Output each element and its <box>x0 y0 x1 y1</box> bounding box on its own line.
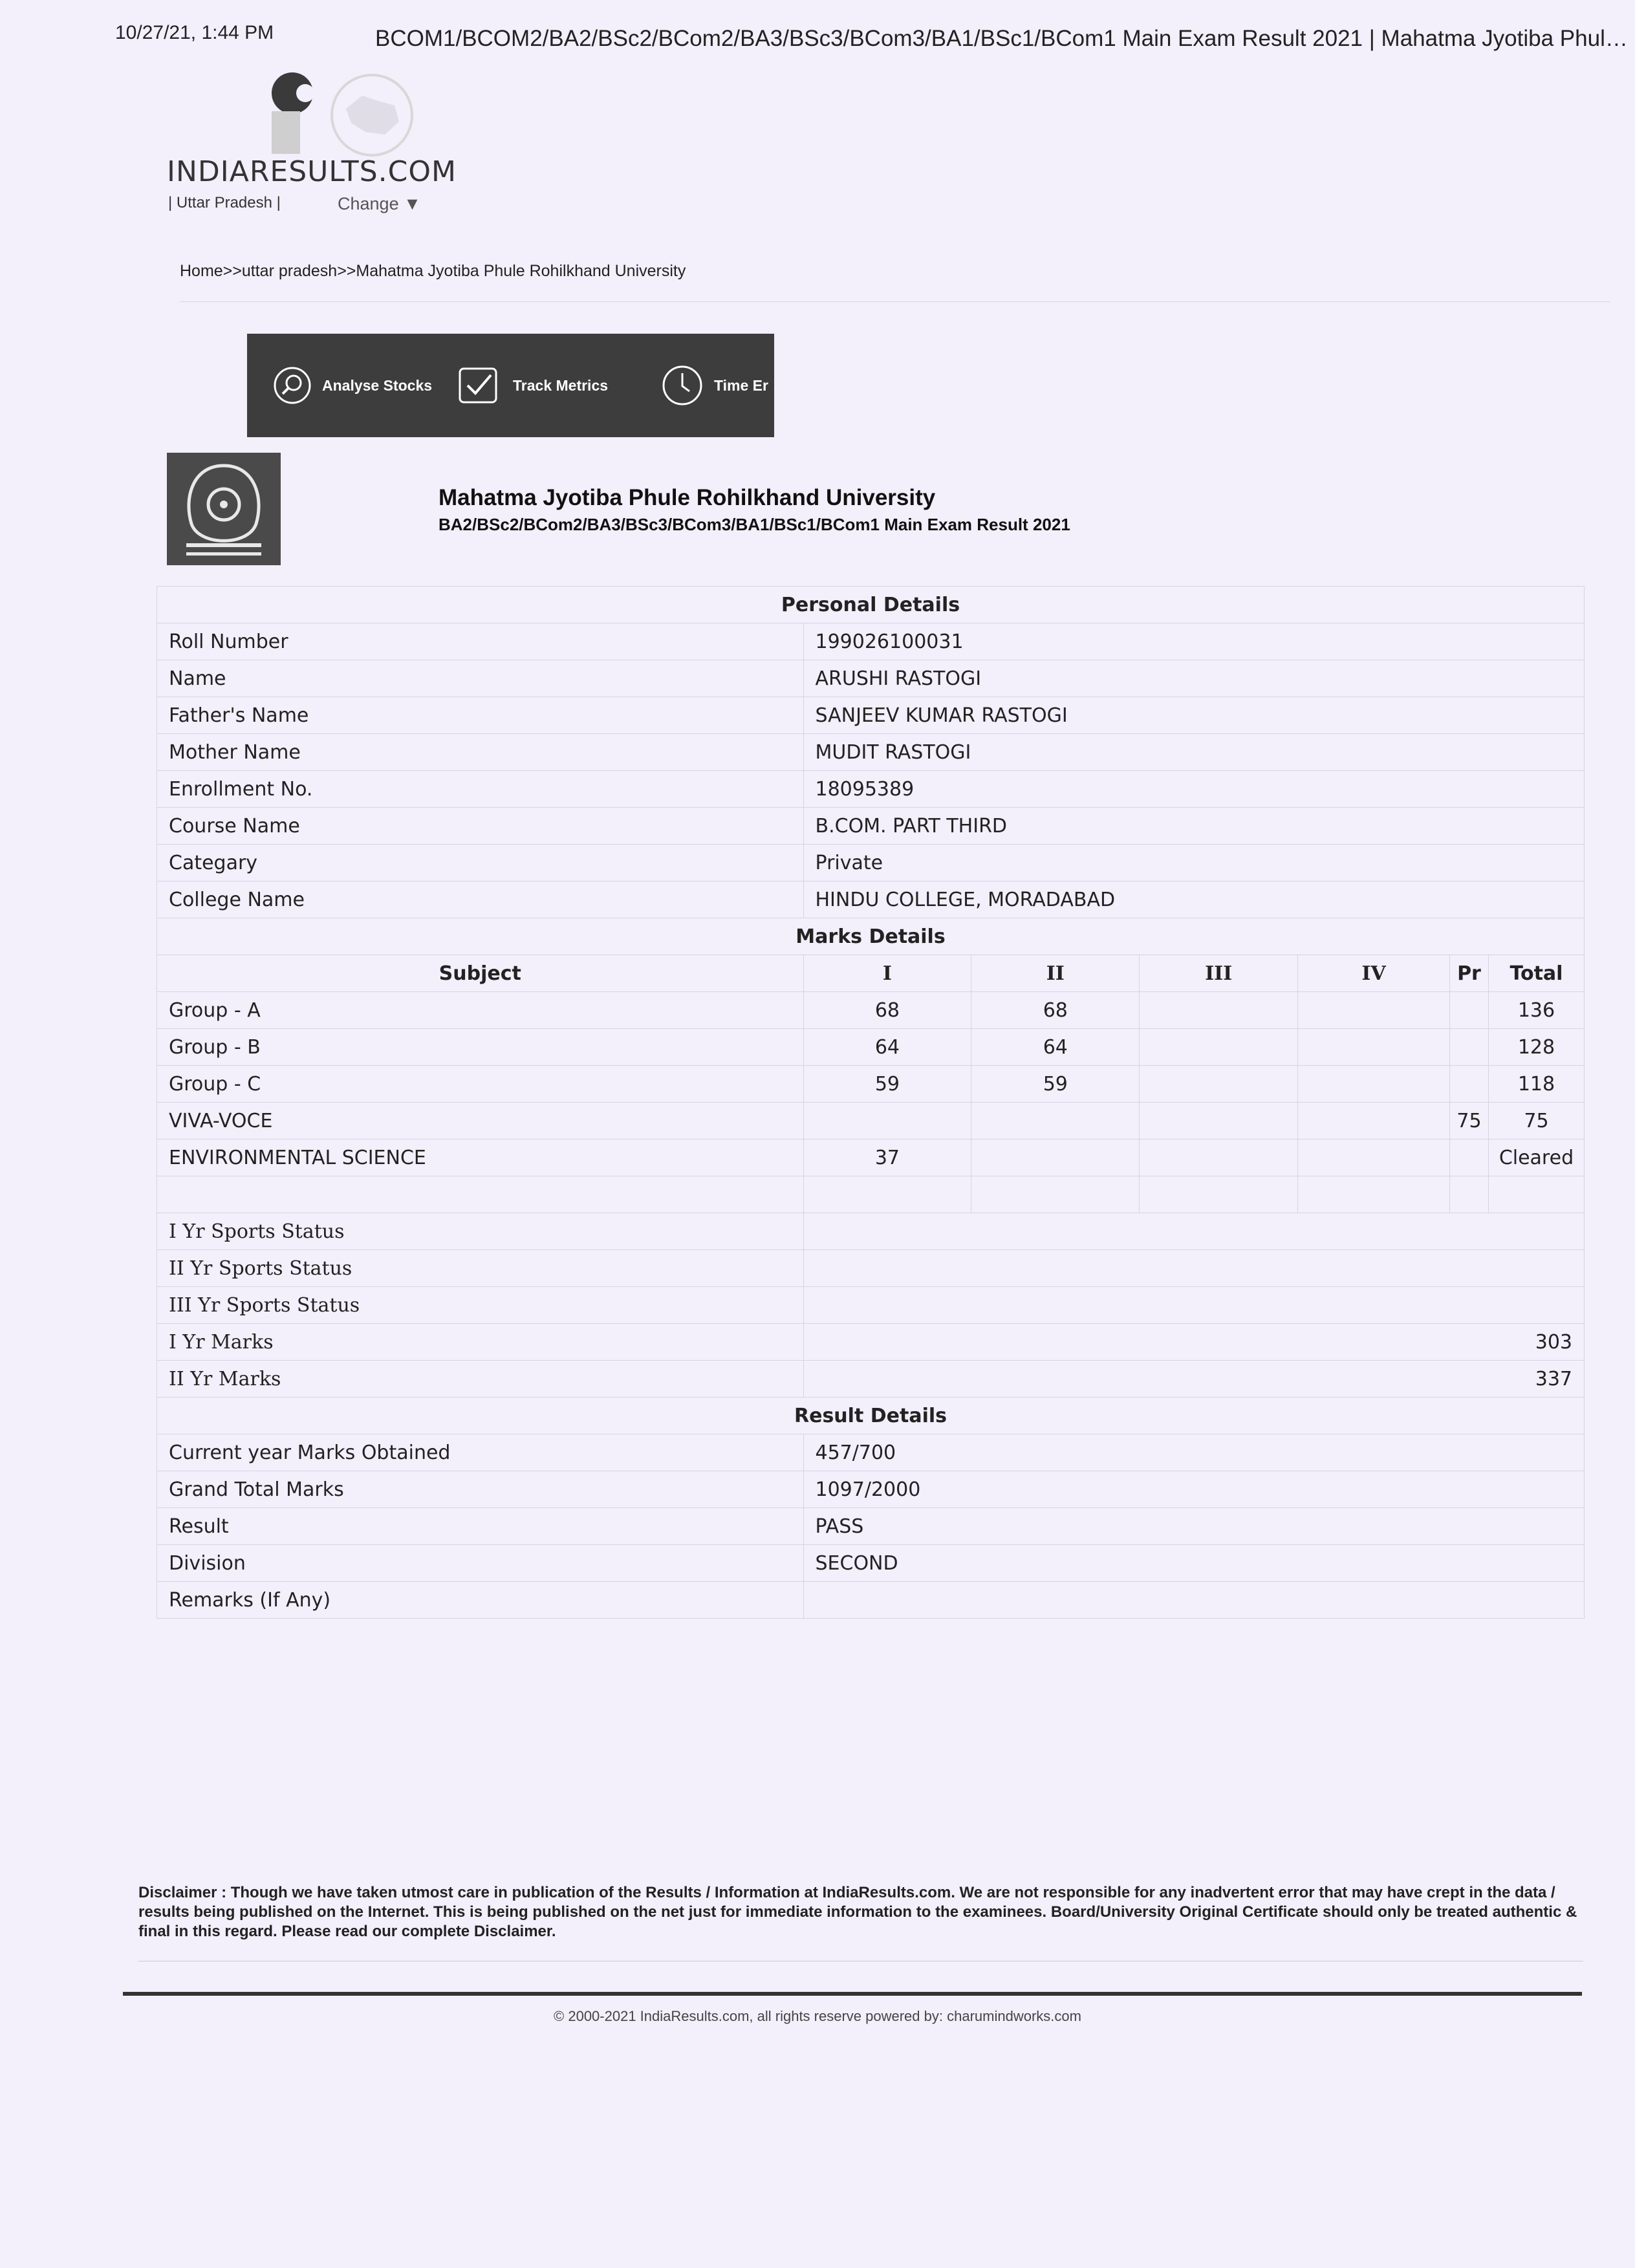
table-row <box>157 992 1585 1029</box>
marks-cell <box>1449 1029 1488 1066</box>
subject-cell: Group - A <box>157 992 804 1029</box>
row-label: Enrollment No. <box>157 771 804 808</box>
table-row <box>157 1066 1585 1103</box>
row-value: 457/700 <box>803 1434 1585 1471</box>
total-cell: 128 <box>1488 1029 1584 1066</box>
marks-cell: 59 <box>971 1066 1140 1103</box>
row-value <box>803 1287 1585 1324</box>
row-label: III Yr Sports Status <box>157 1287 804 1324</box>
table-row <box>157 1324 1585 1361</box>
university-name: Mahatma Jyotiba Phule Rohilkhand University <box>439 485 936 510</box>
column-header: IV <box>1298 955 1450 992</box>
total-cell: 118 <box>1488 1066 1584 1103</box>
table-row <box>157 1582 1585 1619</box>
row-value: 1097/2000 <box>803 1471 1585 1508</box>
column-header: Total <box>1488 955 1584 992</box>
table-row <box>157 1139 1585 1176</box>
row-label: Name <box>157 660 804 697</box>
marks-cell: 68 <box>803 992 971 1029</box>
magnifier-chart-icon <box>273 366 312 405</box>
table-row <box>157 1287 1585 1324</box>
row-value: 337 <box>803 1361 1585 1398</box>
total-cell: 136 <box>1488 992 1584 1029</box>
row-value: B.COM. PART THIRD <box>803 808 1585 845</box>
table-row <box>157 623 1585 660</box>
disclaimer-text: Disclaimer : Though we have taken utmost care in publication of the Results / Information at IndiaResults.com. We are not responsible for any inadvertent error that may have crept in the data / results being published on the Internet. This is being published on the net just for immediate information to the examinees. Board/University Original Certificate should only be treated authentic & final in this regard. Please read our complete Disclaimer. <box>138 1884 1577 1940</box>
marks-cell <box>1140 1139 1298 1176</box>
checklist-icon <box>457 365 503 406</box>
banner-item-track-metrics[interactable] <box>457 334 608 437</box>
marks-cell <box>1298 1066 1450 1103</box>
table-row <box>157 1361 1585 1398</box>
column-header: Subject <box>157 955 804 992</box>
row-label: Roll Number <box>157 623 804 660</box>
row-label: Father's Name <box>157 697 804 734</box>
row-value: PASS <box>803 1508 1585 1545</box>
row-value: HINDU COLLEGE, MORADABAD <box>803 881 1585 918</box>
row-label: College Name <box>157 881 804 918</box>
row-value: ARUSHI RASTOGI <box>803 660 1585 697</box>
column-header: I <box>803 955 971 992</box>
row-value: SECOND <box>803 1545 1585 1582</box>
table-row <box>157 1029 1585 1066</box>
banner-item-analyse-stocks[interactable] <box>273 334 432 437</box>
copyright-text: © 2000-2021 IndiaResults.com, all rights reserve powered by: charumindworks.com <box>554 2008 1081 2024</box>
subject-cell: ENVIRONMENTAL SCIENCE <box>157 1139 804 1176</box>
marks-cell: 37 <box>803 1139 971 1176</box>
marks-cell <box>1140 1029 1298 1066</box>
print-date: 10/27/21, 1:44 PM <box>115 22 274 43</box>
row-label: Course Name <box>157 808 804 845</box>
exam-title: BA2/BSc2/BCom2/BA3/BSc3/BCom3/BA1/BSc1/BCom1 Main Exam Result 2021 <box>439 515 1070 534</box>
row-value: 18095389 <box>803 771 1585 808</box>
marks-cell: 68 <box>971 992 1140 1029</box>
row-label: II Yr Marks <box>157 1361 804 1398</box>
change-state-link[interactable]: Change ▼ <box>338 194 421 213</box>
row-label: Division <box>157 1545 804 1582</box>
site-brand[interactable]: INDIARESULTS.COM <box>167 155 457 188</box>
row-value <box>803 1582 1585 1619</box>
marks-cell: 64 <box>803 1029 971 1066</box>
row-value: MUDIT RASTOGI <box>803 734 1585 771</box>
total-cell: 75 <box>1488 1103 1584 1139</box>
marks-cell <box>1449 992 1488 1029</box>
row-label: Result <box>157 1508 804 1545</box>
marks-cell: 59 <box>803 1066 971 1103</box>
university-emblem-icon <box>167 453 281 565</box>
row-label: Current year Marks Obtained <box>157 1434 804 1471</box>
subject-cell: Group - B <box>157 1029 804 1066</box>
row-label: II Yr Sports Status <box>157 1250 804 1287</box>
column-header: III <box>1140 955 1298 992</box>
row-label: I Yr Sports Status <box>157 1213 804 1250</box>
banner-item-label: Track Metrics <box>513 376 609 394</box>
row-value: 199026100031 <box>803 623 1585 660</box>
marks-cell <box>1140 1066 1298 1103</box>
marks-header-row <box>157 955 1585 992</box>
table-row <box>157 697 1585 734</box>
column-header: II <box>971 955 1140 992</box>
table-row <box>157 1508 1585 1545</box>
result-table <box>157 586 1585 1619</box>
table-row <box>157 1434 1585 1471</box>
table-row <box>157 734 1585 771</box>
marks-cell <box>1140 1103 1298 1139</box>
personal-details-heading: Personal Details <box>157 587 1585 623</box>
table-row <box>157 1103 1585 1139</box>
row-value <box>803 1213 1585 1250</box>
banner-item-label: Analyse Stocks <box>322 376 433 394</box>
table-row-empty <box>157 1176 1585 1213</box>
table-row <box>157 1545 1585 1582</box>
clock-icon <box>661 364 704 407</box>
banner-item-label: Time Er <box>714 376 768 394</box>
total-cell: Cleared <box>1488 1139 1584 1176</box>
marks-cell <box>1140 992 1298 1029</box>
site-logo-icon[interactable] <box>265 71 323 155</box>
marks-cell <box>1298 1029 1450 1066</box>
table-row <box>157 1213 1585 1250</box>
ad-banner[interactable] <box>247 334 774 437</box>
row-label: Remarks (If Any) <box>157 1582 804 1619</box>
table-row <box>157 1471 1585 1508</box>
state-map-icon <box>327 70 417 160</box>
table-row <box>157 1250 1585 1287</box>
marks-cell <box>1449 1066 1488 1103</box>
marks-cell: 75 <box>1449 1103 1488 1139</box>
marks-cell <box>803 1103 971 1139</box>
row-value: 303 <box>803 1324 1585 1361</box>
footer-divider <box>123 1992 1582 1996</box>
marks-cell <box>1298 1139 1450 1176</box>
state-label: | Uttar Pradesh | <box>168 194 281 211</box>
banner-item-time[interactable] <box>661 334 768 437</box>
divider <box>180 301 1610 302</box>
row-label: Mother Name <box>157 734 804 771</box>
table-row <box>157 808 1585 845</box>
marks-cell <box>1449 1139 1488 1176</box>
marks-details-heading: Marks Details <box>157 918 1585 955</box>
table-row <box>157 660 1585 697</box>
row-value: SANJEEV KUMAR RASTOGI <box>803 697 1585 734</box>
subject-cell: Group - C <box>157 1066 804 1103</box>
marks-cell <box>1298 992 1450 1029</box>
row-label: I Yr Marks <box>157 1324 804 1361</box>
table-row <box>157 845 1585 881</box>
table-row <box>157 881 1585 918</box>
row-value <box>803 1250 1585 1287</box>
row-value: Private <box>803 845 1585 881</box>
table-row <box>157 771 1585 808</box>
marks-cell <box>1298 1103 1450 1139</box>
column-header: Pr <box>1449 955 1488 992</box>
marks-cell: 64 <box>971 1029 1140 1066</box>
result-details-heading: Result Details <box>157 1398 1585 1434</box>
breadcrumb[interactable]: Home>>uttar pradesh>>Mahatma Jyotiba Phule Rohilkhand University <box>180 262 686 280</box>
row-label: Grand Total Marks <box>157 1471 804 1508</box>
print-page-title: BCOM1/BCOM2/BA2/BSc2/BCom2/BA3/BSc3/BCom3/BA1/BSc1/BCom1 Main Exam Result 2021 | Mahatma Jyotiba Phul… <box>375 26 1628 51</box>
row-label: Categary <box>157 845 804 881</box>
marks-cell <box>971 1103 1140 1139</box>
marks-cell <box>971 1139 1140 1176</box>
subject-cell: VIVA-VOCE <box>157 1103 804 1139</box>
